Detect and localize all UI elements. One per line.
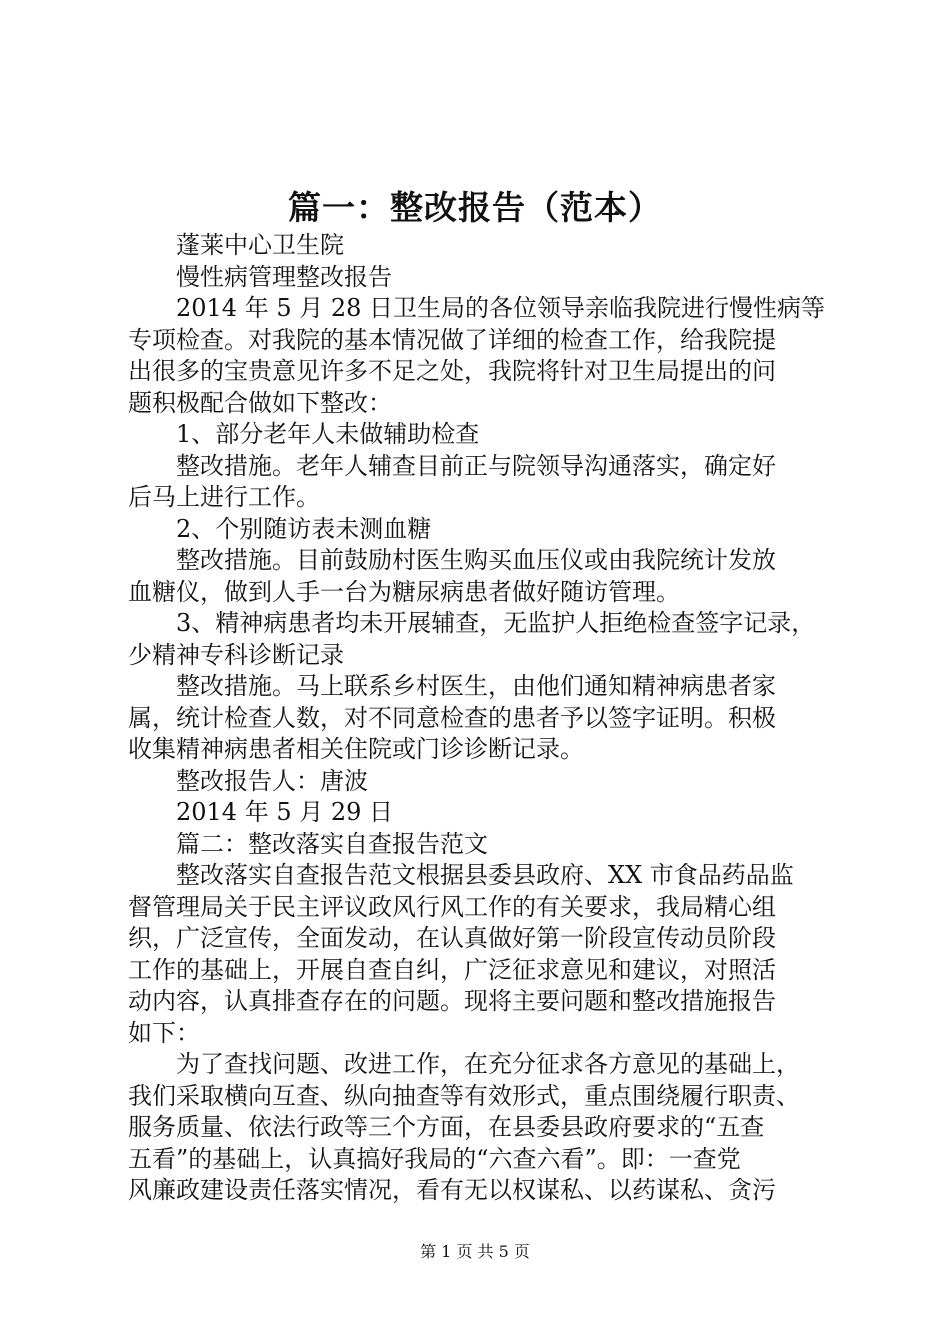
body-line: 属，统计检查人数，对不同意检查的患者予以签字证明。积极: [128, 703, 776, 732]
body-line: 工作的基础上，开展自查自纠，广泛征求意见和建议，对照活: [128, 955, 776, 984]
body-line: 服务质量、依法行政等三个方面，在县委县政府要求的“五查: [128, 1113, 765, 1141]
body-line: 整改措施。目前鼓励村医生购买血压仪或由我院统计发放: [128, 546, 776, 574]
body-line: 1、部分老年人未做辅助检查: [128, 420, 480, 448]
document-title: 篇一：整改报告（范本）: [288, 188, 662, 227]
body-line: 收集精神病患者相关住院或门诊诊断记录。: [128, 735, 584, 763]
body-line: 整改措施。马上联系乡村医生，由他们通知精神病患者家: [128, 672, 776, 700]
body-line: 如下：: [128, 1018, 200, 1047]
body-line: 2014 年 5 月 28 日卫生局的各位领导亲临我院进行慢性病等: [128, 294, 826, 322]
body-line: 2014 年 5 月 29 日: [128, 798, 394, 826]
body-line: 少精神专科诊断记录: [128, 640, 344, 669]
body-line: 题积极配合做如下整改：: [128, 388, 392, 417]
body-line: 为了查找问题、改进工作，在充分征求各方意见的基础上，: [128, 1050, 800, 1078]
body-line: 慢性病管理整改报告: [128, 262, 392, 291]
body-line: 篇二：整改落实自查报告范文: [128, 829, 488, 858]
body-line: 五看”的基础上，认真搞好我局的“六查六看”。即：一查党: [128, 1144, 741, 1173]
body-line: 蓬莱中心卫生院: [128, 231, 344, 259]
body-line: 督管理局关于民主评议政风行风工作的有关要求，我局精心组: [128, 892, 776, 921]
body-line: 织，广泛宣传，全面发动，在认真做好第一阶段宣传动员阶段: [128, 924, 776, 952]
body-line: 风廉政建设责任落实情况，看有无以权谋私、以药谋私、贪污: [128, 1176, 776, 1204]
page-footer: 第 1 页 共 5 页: [420, 1242, 530, 1261]
body-line: 出很多的宝贵意见许多不足之处，我院将针对卫生局提出的问: [128, 357, 776, 385]
body-line: 整改报告人：唐波: [128, 766, 368, 795]
body-line: 整改落实自查报告范文根据县委县政府、XX 市食品药品监: [128, 861, 794, 889]
body-line: 3、精神病患者均未开展辅查，无监护人拒绝检查签字记录，: [128, 609, 816, 637]
body-line: 后马上进行工作。: [128, 483, 320, 511]
body-line: 2、个别随访表未测血糖: [128, 514, 432, 543]
body-line: 我们采取横向互查、纵向抽查等有效形式，重点围绕履行职责、: [128, 1081, 800, 1110]
body-line: 整改措施。老年人辅查目前正与院领导沟通落实，确定好: [128, 451, 776, 480]
body-line: 血糖仪，做到人手一台为糖尿病患者做好随访管理。: [128, 577, 680, 606]
body-line: 动内容，认真排查存在的问题。现将主要问题和整改措施报告: [128, 987, 776, 1015]
body-line: 专项检查。对我院的基本情况做了详细的检查工作，给我院提: [128, 325, 776, 354]
document-body: [128, 230, 833, 1207]
